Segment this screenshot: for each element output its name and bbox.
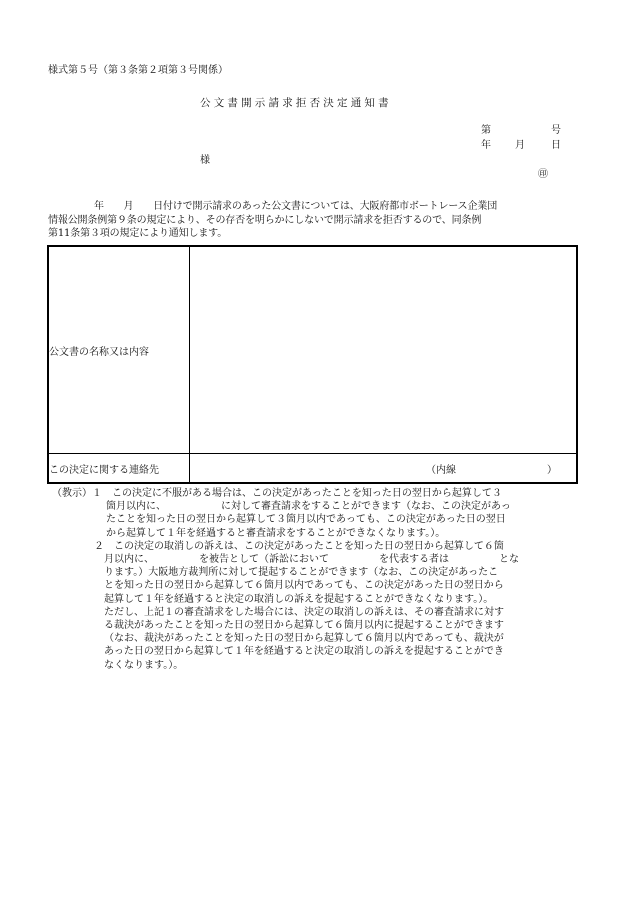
note-2-line-3: ります。）大阪地方裁判所に対して提起することができます（なお、この決定があったこ: [104, 567, 499, 579]
note-2-line-8: （なお、裁決があったことを知った日の翌日から起算して６箇月以内であっても、裁決が: [104, 633, 504, 645]
note-1-line-1: （教示）１ この決定に不服がある場合は、この決定があったことを知った日の翌日から起算して３: [52, 488, 502, 499]
form-label: 様式第５号（第３条第２項第３号関係）: [48, 65, 228, 76]
contact-label: この決定に関する連絡先: [48, 454, 190, 484]
seal-mark: ㊞: [538, 169, 548, 180]
document-name-label: 公文書の名称又は内容: [48, 246, 190, 454]
note-2-line-1: ２ この決定の取消しの訴えは、この決定があったことを知った日の翌日から起算して６箇: [94, 540, 504, 552]
note-1-line-2: 箇月以内に、 に対して審査請求をすることができます（なお、この決定があっ: [106, 501, 511, 513]
document-title: 公文書開示請求拒否決定通知書: [200, 97, 392, 109]
note-2-line-2: 月以内に、 を被告として（訴訟において を代表する者は とな: [104, 554, 519, 566]
note-1-line-4: から起算して１年を経過すると審査請求をすることができなくなります。）。: [106, 527, 446, 539]
contact-cell: [190, 454, 578, 484]
instruction-notes: [52, 487, 519, 672]
body-line-2: 情報公開条例第９条の規定により、その存否を明らかにしないで開示請求を拒否するので、同条例: [48, 214, 482, 226]
body-line-3: 第11条第３項の規定により通知します。: [48, 228, 228, 239]
number-prefix: 第: [481, 125, 491, 136]
note-2-line-9: あった日の翌日から起算して１年を経過すると決定の取消しの訴えを提起することができ: [104, 646, 504, 658]
body-paragraph: [48, 200, 588, 241]
extension-open: （内線: [426, 464, 456, 476]
date-day: 日: [551, 140, 561, 151]
note-1-line-3: たことを知った日の翌日から起算して３箇月以内であっても、この決定があった日の翌日: [106, 514, 506, 526]
body-line-1: 年 月 日付けで開示請求のあった公文書については、大阪府都市ボートレース企業団: [94, 201, 498, 212]
note-2-line-5: 起算して１年を経過すると決定の取消しの訴えを提起することができなくなります。）。: [104, 593, 494, 605]
note-2-line-6: ただし、上記１の審査請求をした場合には、決定の取消しの訴えは、その審査請求に対す: [104, 606, 504, 618]
date-month: 月: [515, 140, 525, 151]
info-table: [47, 245, 578, 484]
date-year: 年: [481, 140, 491, 151]
note-2-line-10: なくなります。）。: [104, 659, 184, 671]
number-suffix: 号: [551, 125, 561, 136]
addressee-suffix: 様: [200, 155, 210, 166]
document-name-cell: [190, 246, 578, 454]
note-2-line-7: る裁決があったことを知った日の翌日から起算して６箇月以内に提起することができます: [104, 620, 504, 632]
extension-close: ）: [547, 464, 557, 476]
note-2-line-4: とを知った日の翌日から起算して６箇月以内であっても、この決定があった日の翌日から: [104, 580, 504, 592]
